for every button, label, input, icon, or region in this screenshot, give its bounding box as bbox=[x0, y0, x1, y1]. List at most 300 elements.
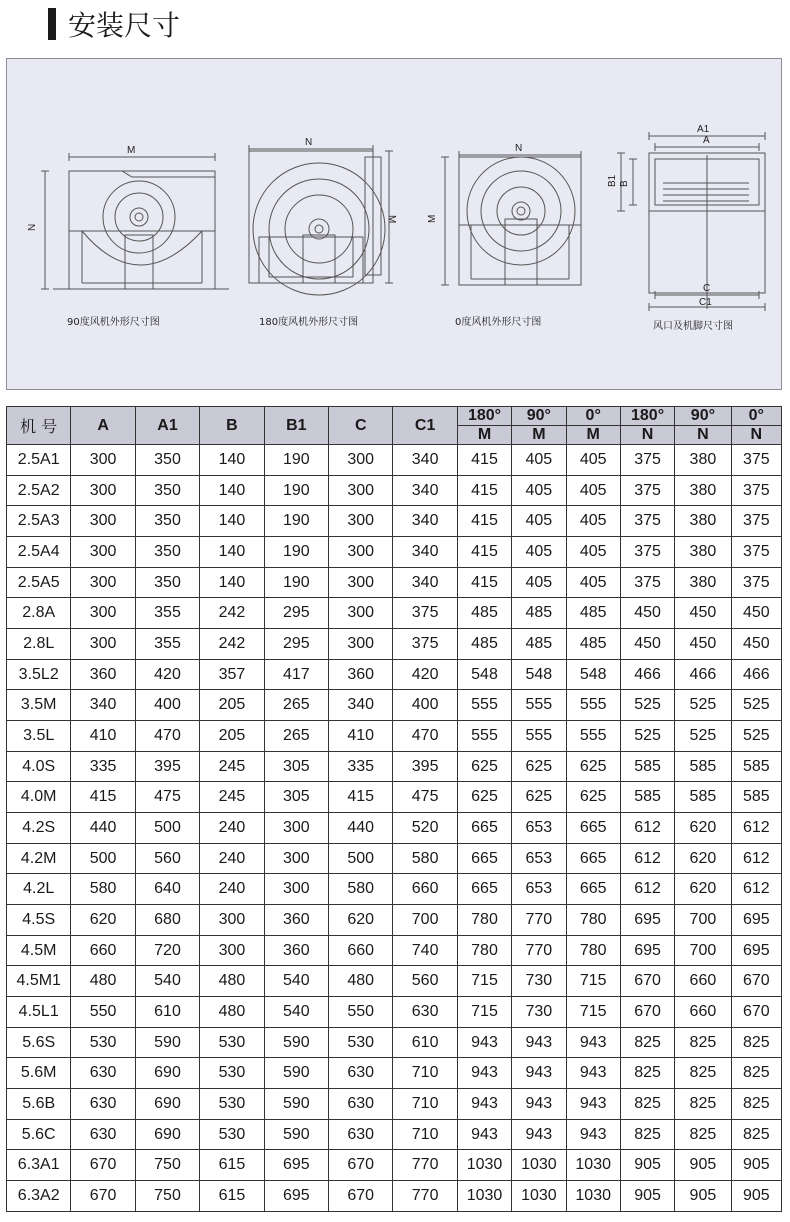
cell-value: 670 bbox=[731, 966, 781, 997]
cell-value: 340 bbox=[71, 690, 135, 721]
cell-value: 240 bbox=[200, 813, 264, 844]
cell-model: 5.6S bbox=[7, 1027, 71, 1058]
cell-value: 450 bbox=[675, 598, 731, 629]
cell-value: 943 bbox=[566, 1119, 620, 1150]
cell-value: 585 bbox=[675, 782, 731, 813]
cell-value: 700 bbox=[675, 905, 731, 936]
cell-value: 665 bbox=[457, 813, 511, 844]
cell-value: 405 bbox=[512, 506, 566, 537]
cell-value: 470 bbox=[393, 721, 457, 752]
cell-value: 360 bbox=[264, 935, 328, 966]
table-row bbox=[7, 1027, 782, 1058]
cell-value: 415 bbox=[329, 782, 393, 813]
cell-value: 750 bbox=[135, 1181, 199, 1212]
cell-value: 550 bbox=[71, 997, 135, 1028]
cell-value: 625 bbox=[566, 782, 620, 813]
cell-value: 585 bbox=[620, 782, 674, 813]
cell-value: 590 bbox=[264, 1027, 328, 1058]
cell-value: 943 bbox=[457, 1119, 511, 1150]
cell-value: 245 bbox=[200, 751, 264, 782]
cell-value: 715 bbox=[566, 966, 620, 997]
cell-value: 405 bbox=[512, 475, 566, 506]
cell-value: 825 bbox=[620, 1058, 674, 1089]
cell-model: 6.3A2 bbox=[7, 1181, 71, 1212]
label-c: C bbox=[703, 283, 711, 294]
table-row bbox=[7, 1181, 782, 1212]
cell-value: 612 bbox=[620, 874, 674, 905]
cell-value: 380 bbox=[675, 445, 731, 476]
cell-value: 375 bbox=[731, 537, 781, 568]
cell-value: 300 bbox=[264, 813, 328, 844]
cell-value: 245 bbox=[200, 782, 264, 813]
table-row bbox=[7, 751, 782, 782]
cell-value: 665 bbox=[566, 843, 620, 874]
cell-value: 205 bbox=[200, 690, 264, 721]
cell-value: 295 bbox=[264, 598, 328, 629]
cell-value: 190 bbox=[264, 506, 328, 537]
cell-value: 375 bbox=[731, 506, 781, 537]
cell-value: 375 bbox=[620, 537, 674, 568]
cell-value: 690 bbox=[135, 1119, 199, 1150]
cell-value: 660 bbox=[71, 935, 135, 966]
cell-value: 612 bbox=[731, 813, 781, 844]
caption-180: 180度风机外形尺寸图 bbox=[259, 317, 359, 328]
cell-value: 440 bbox=[71, 813, 135, 844]
cell-value: 415 bbox=[71, 782, 135, 813]
cell-value: 653 bbox=[512, 874, 566, 905]
cell-value: 660 bbox=[675, 966, 731, 997]
cell-value: 580 bbox=[329, 874, 393, 905]
cell-value: 530 bbox=[200, 1058, 264, 1089]
cell-value: 375 bbox=[731, 445, 781, 476]
cell-value: 630 bbox=[71, 1119, 135, 1150]
cell-value: 205 bbox=[200, 721, 264, 752]
cell-value: 417 bbox=[264, 659, 328, 690]
cell-value: 905 bbox=[620, 1181, 674, 1212]
cell-value: 405 bbox=[566, 567, 620, 598]
label-a: A bbox=[703, 135, 710, 146]
header-angle: 180° bbox=[620, 407, 674, 426]
cell-value: 630 bbox=[329, 1089, 393, 1120]
cell-value: 410 bbox=[329, 721, 393, 752]
cell-model: 4.5M bbox=[7, 935, 71, 966]
cell-value: 695 bbox=[620, 935, 674, 966]
label-m-1: M bbox=[127, 145, 136, 156]
cell-value: 612 bbox=[620, 843, 674, 874]
cell-model: 2.8L bbox=[7, 629, 71, 660]
cell-value: 660 bbox=[393, 874, 457, 905]
cell-value: 770 bbox=[393, 1150, 457, 1181]
cell-value: 355 bbox=[135, 598, 199, 629]
cell-value: 335 bbox=[329, 751, 393, 782]
cell-value: 1030 bbox=[512, 1181, 566, 1212]
cell-value: 590 bbox=[135, 1027, 199, 1058]
cell-value: 375 bbox=[620, 506, 674, 537]
cell-value: 630 bbox=[71, 1058, 135, 1089]
cell-value: 943 bbox=[457, 1089, 511, 1120]
cell-value: 730 bbox=[512, 966, 566, 997]
cell-value: 450 bbox=[675, 629, 731, 660]
cell-value: 555 bbox=[512, 721, 566, 752]
table-row bbox=[7, 874, 782, 905]
cell-value: 630 bbox=[329, 1119, 393, 1150]
cell-value: 470 bbox=[135, 721, 199, 752]
header-sub: N bbox=[620, 426, 674, 445]
cell-value: 710 bbox=[393, 1119, 457, 1150]
cell-value: 1030 bbox=[566, 1181, 620, 1212]
cell-value: 665 bbox=[457, 874, 511, 905]
cell-value: 375 bbox=[620, 475, 674, 506]
cell-value: 525 bbox=[675, 721, 731, 752]
cell-value: 700 bbox=[393, 905, 457, 936]
cell-value: 450 bbox=[731, 629, 781, 660]
cell-value: 943 bbox=[566, 1089, 620, 1120]
header-c: C bbox=[329, 407, 393, 445]
table-row bbox=[7, 598, 782, 629]
cell-value: 190 bbox=[264, 537, 328, 568]
cell-value: 620 bbox=[675, 874, 731, 905]
cell-model: 4.5M1 bbox=[7, 966, 71, 997]
cell-model: 2.8A bbox=[7, 598, 71, 629]
cell-value: 305 bbox=[264, 751, 328, 782]
page-title: 安装尺寸 bbox=[68, 9, 181, 42]
cell-value: 350 bbox=[135, 445, 199, 476]
cell-value: 943 bbox=[512, 1119, 566, 1150]
cell-value: 190 bbox=[264, 567, 328, 598]
cell-value: 485 bbox=[512, 598, 566, 629]
cell-value: 625 bbox=[457, 751, 511, 782]
header-model: 机 号 bbox=[7, 407, 71, 445]
cell-value: 825 bbox=[731, 1058, 781, 1089]
cell-value: 480 bbox=[200, 997, 264, 1028]
diagram-outlet bbox=[617, 132, 765, 311]
cell-value: 480 bbox=[329, 966, 393, 997]
header-a1: A1 bbox=[135, 407, 199, 445]
cell-value: 665 bbox=[566, 874, 620, 905]
cell-value: 653 bbox=[512, 813, 566, 844]
diagram-0 bbox=[441, 151, 581, 285]
cell-value: 530 bbox=[200, 1119, 264, 1150]
cell-value: 825 bbox=[675, 1027, 731, 1058]
cell-value: 380 bbox=[675, 475, 731, 506]
cell-value: 380 bbox=[675, 537, 731, 568]
cell-value: 485 bbox=[566, 598, 620, 629]
cell-value: 340 bbox=[393, 506, 457, 537]
cell-value: 715 bbox=[457, 966, 511, 997]
cell-value: 350 bbox=[135, 537, 199, 568]
cell-value: 695 bbox=[620, 905, 674, 936]
cell-value: 140 bbox=[200, 506, 264, 537]
cell-value: 140 bbox=[200, 567, 264, 598]
cell-value: 240 bbox=[200, 843, 264, 874]
cell-value: 405 bbox=[566, 475, 620, 506]
cell-value: 530 bbox=[71, 1027, 135, 1058]
cell-value: 695 bbox=[264, 1181, 328, 1212]
cell-value: 466 bbox=[620, 659, 674, 690]
cell-value: 140 bbox=[200, 445, 264, 476]
cell-value: 520 bbox=[393, 813, 457, 844]
cell-value: 300 bbox=[329, 445, 393, 476]
label-c1: C1 bbox=[699, 297, 712, 308]
table-row bbox=[7, 475, 782, 506]
cell-value: 380 bbox=[675, 506, 731, 537]
table-row bbox=[7, 966, 782, 997]
cell-model: 6.3A1 bbox=[7, 1150, 71, 1181]
cell-value: 190 bbox=[264, 475, 328, 506]
cell-value: 630 bbox=[329, 1058, 393, 1089]
cell-value: 625 bbox=[512, 751, 566, 782]
cell-value: 905 bbox=[675, 1181, 731, 1212]
cell-value: 548 bbox=[566, 659, 620, 690]
header-sub: M bbox=[512, 426, 566, 445]
cell-value: 612 bbox=[620, 813, 674, 844]
cell-value: 355 bbox=[135, 629, 199, 660]
cell-value: 620 bbox=[71, 905, 135, 936]
cell-value: 700 bbox=[675, 935, 731, 966]
cell-value: 825 bbox=[675, 1058, 731, 1089]
cell-value: 485 bbox=[457, 629, 511, 660]
cell-value: 695 bbox=[731, 935, 781, 966]
cell-value: 300 bbox=[200, 935, 264, 966]
label-m-3: M bbox=[427, 214, 438, 223]
cell-value: 715 bbox=[566, 997, 620, 1028]
label-b1: B1 bbox=[607, 174, 618, 187]
label-m-2: M bbox=[386, 215, 397, 224]
cell-value: 1030 bbox=[457, 1150, 511, 1181]
cell-value: 300 bbox=[329, 506, 393, 537]
table-row bbox=[7, 537, 782, 568]
cell-value: 665 bbox=[566, 813, 620, 844]
cell-value: 625 bbox=[566, 751, 620, 782]
cell-model: 4.0S bbox=[7, 751, 71, 782]
cell-value: 300 bbox=[329, 537, 393, 568]
table-row bbox=[7, 690, 782, 721]
cell-value: 825 bbox=[620, 1027, 674, 1058]
cell-value: 405 bbox=[566, 537, 620, 568]
cell-value: 340 bbox=[393, 537, 457, 568]
cell-value: 1030 bbox=[512, 1150, 566, 1181]
table-row bbox=[7, 935, 782, 966]
table-row bbox=[7, 1058, 782, 1089]
cell-value: 375 bbox=[620, 445, 674, 476]
cell-value: 612 bbox=[731, 843, 781, 874]
cell-value: 475 bbox=[393, 782, 457, 813]
cell-value: 612 bbox=[731, 874, 781, 905]
cell-value: 695 bbox=[264, 1150, 328, 1181]
cell-value: 242 bbox=[200, 598, 264, 629]
label-n-3: N bbox=[515, 143, 523, 154]
cell-value: 140 bbox=[200, 537, 264, 568]
cell-value: 540 bbox=[264, 966, 328, 997]
cell-value: 905 bbox=[731, 1181, 781, 1212]
cell-value: 550 bbox=[329, 997, 393, 1028]
cell-value: 300 bbox=[264, 843, 328, 874]
cell-value: 560 bbox=[135, 843, 199, 874]
header-sub: N bbox=[731, 426, 781, 445]
cell-value: 300 bbox=[329, 629, 393, 660]
cell-model: 2.5A1 bbox=[7, 445, 71, 476]
cell-value: 590 bbox=[264, 1119, 328, 1150]
cell-value: 300 bbox=[71, 567, 135, 598]
table-header bbox=[7, 407, 782, 445]
cell-value: 300 bbox=[71, 629, 135, 660]
cell-value: 943 bbox=[512, 1027, 566, 1058]
label-a1: A1 bbox=[697, 124, 710, 135]
cell-value: 525 bbox=[620, 721, 674, 752]
cell-value: 300 bbox=[264, 874, 328, 905]
table-row bbox=[7, 506, 782, 537]
cell-value: 400 bbox=[393, 690, 457, 721]
dimension-table bbox=[6, 406, 782, 1212]
cell-value: 540 bbox=[135, 966, 199, 997]
cell-model: 4.0M bbox=[7, 782, 71, 813]
cell-value: 660 bbox=[675, 997, 731, 1028]
cell-value: 548 bbox=[457, 659, 511, 690]
cell-value: 335 bbox=[71, 751, 135, 782]
cell-value: 340 bbox=[329, 690, 393, 721]
cell-value: 710 bbox=[393, 1089, 457, 1120]
diagram-90 bbox=[41, 153, 229, 289]
cell-value: 525 bbox=[675, 690, 731, 721]
cell-model: 4.2M bbox=[7, 843, 71, 874]
cell-value: 415 bbox=[457, 537, 511, 568]
cell-value: 780 bbox=[566, 935, 620, 966]
table-row bbox=[7, 997, 782, 1028]
cell-value: 943 bbox=[457, 1027, 511, 1058]
table-row bbox=[7, 1150, 782, 1181]
cell-value: 485 bbox=[512, 629, 566, 660]
cell-value: 610 bbox=[135, 997, 199, 1028]
table-row bbox=[7, 782, 782, 813]
cell-value: 415 bbox=[457, 445, 511, 476]
cell-value: 740 bbox=[393, 935, 457, 966]
cell-value: 610 bbox=[393, 1027, 457, 1058]
cell-value: 780 bbox=[457, 905, 511, 936]
cell-value: 295 bbox=[264, 629, 328, 660]
section-title bbox=[48, 6, 180, 42]
cell-value: 665 bbox=[457, 843, 511, 874]
cell-value: 825 bbox=[620, 1089, 674, 1120]
cell-value: 405 bbox=[512, 567, 566, 598]
cell-value: 695 bbox=[731, 905, 781, 936]
cell-value: 620 bbox=[329, 905, 393, 936]
cell-model: 2.5A2 bbox=[7, 475, 71, 506]
cell-value: 590 bbox=[264, 1089, 328, 1120]
cell-value: 300 bbox=[329, 598, 393, 629]
cell-value: 360 bbox=[264, 905, 328, 936]
cell-value: 265 bbox=[264, 721, 328, 752]
label-n-1: N bbox=[27, 223, 38, 231]
cell-value: 525 bbox=[620, 690, 674, 721]
cell-value: 1030 bbox=[566, 1150, 620, 1181]
cell-value: 585 bbox=[731, 782, 781, 813]
cell-value: 555 bbox=[566, 721, 620, 752]
cell-value: 585 bbox=[731, 751, 781, 782]
cell-value: 300 bbox=[71, 506, 135, 537]
cell-value: 670 bbox=[71, 1181, 135, 1212]
cell-value: 420 bbox=[393, 659, 457, 690]
cell-value: 410 bbox=[71, 721, 135, 752]
cell-value: 770 bbox=[512, 905, 566, 936]
cell-value: 630 bbox=[393, 997, 457, 1028]
cell-value: 905 bbox=[675, 1150, 731, 1181]
cell-value: 670 bbox=[620, 997, 674, 1028]
title-marker bbox=[48, 8, 56, 40]
cell-value: 943 bbox=[512, 1058, 566, 1089]
cell-value: 450 bbox=[731, 598, 781, 629]
cell-model: 3.5L bbox=[7, 721, 71, 752]
cell-value: 905 bbox=[620, 1150, 674, 1181]
cell-value: 560 bbox=[393, 966, 457, 997]
cell-model: 3.5M bbox=[7, 690, 71, 721]
header-a: A bbox=[71, 407, 135, 445]
cell-value: 480 bbox=[200, 966, 264, 997]
cell-value: 415 bbox=[457, 506, 511, 537]
cell-value: 770 bbox=[393, 1181, 457, 1212]
cell-value: 730 bbox=[512, 997, 566, 1028]
cell-value: 825 bbox=[731, 1119, 781, 1150]
cell-value: 475 bbox=[135, 782, 199, 813]
cell-value: 660 bbox=[329, 935, 393, 966]
cell-value: 555 bbox=[457, 721, 511, 752]
header-angle: 180° bbox=[457, 407, 511, 426]
table-row bbox=[7, 445, 782, 476]
cell-value: 590 bbox=[264, 1058, 328, 1089]
cell-value: 350 bbox=[135, 567, 199, 598]
header-c1: C1 bbox=[393, 407, 457, 445]
cell-value: 620 bbox=[675, 813, 731, 844]
cell-value: 825 bbox=[731, 1089, 781, 1120]
cell-value: 630 bbox=[71, 1089, 135, 1120]
cell-model: 4.2S bbox=[7, 813, 71, 844]
cell-value: 360 bbox=[329, 659, 393, 690]
cell-value: 300 bbox=[329, 567, 393, 598]
table-row bbox=[7, 843, 782, 874]
header-angle: 90° bbox=[512, 407, 566, 426]
cell-value: 466 bbox=[675, 659, 731, 690]
cell-value: 340 bbox=[393, 567, 457, 598]
cell-value: 680 bbox=[135, 905, 199, 936]
cell-value: 350 bbox=[135, 506, 199, 537]
cell-value: 710 bbox=[393, 1058, 457, 1089]
cell-value: 585 bbox=[620, 751, 674, 782]
cell-value: 415 bbox=[457, 567, 511, 598]
table-row bbox=[7, 629, 782, 660]
cell-value: 720 bbox=[135, 935, 199, 966]
cell-value: 300 bbox=[329, 475, 393, 506]
cell-model: 3.5L2 bbox=[7, 659, 71, 690]
cell-value: 450 bbox=[620, 629, 674, 660]
cell-value: 943 bbox=[512, 1089, 566, 1120]
cell-model: 4.5S bbox=[7, 905, 71, 936]
cell-value: 420 bbox=[135, 659, 199, 690]
cell-value: 530 bbox=[200, 1089, 264, 1120]
cell-value: 580 bbox=[393, 843, 457, 874]
cell-value: 540 bbox=[264, 997, 328, 1028]
cell-value: 500 bbox=[71, 843, 135, 874]
cell-value: 500 bbox=[135, 813, 199, 844]
cell-value: 360 bbox=[71, 659, 135, 690]
cell-value: 525 bbox=[731, 721, 781, 752]
header-angle: 0° bbox=[731, 407, 781, 426]
cell-value: 305 bbox=[264, 782, 328, 813]
header-sub: M bbox=[566, 426, 620, 445]
cell-value: 350 bbox=[135, 475, 199, 506]
cell-value: 825 bbox=[675, 1089, 731, 1120]
label-b: B bbox=[619, 180, 630, 187]
cell-value: 640 bbox=[135, 874, 199, 905]
cell-value: 670 bbox=[731, 997, 781, 1028]
